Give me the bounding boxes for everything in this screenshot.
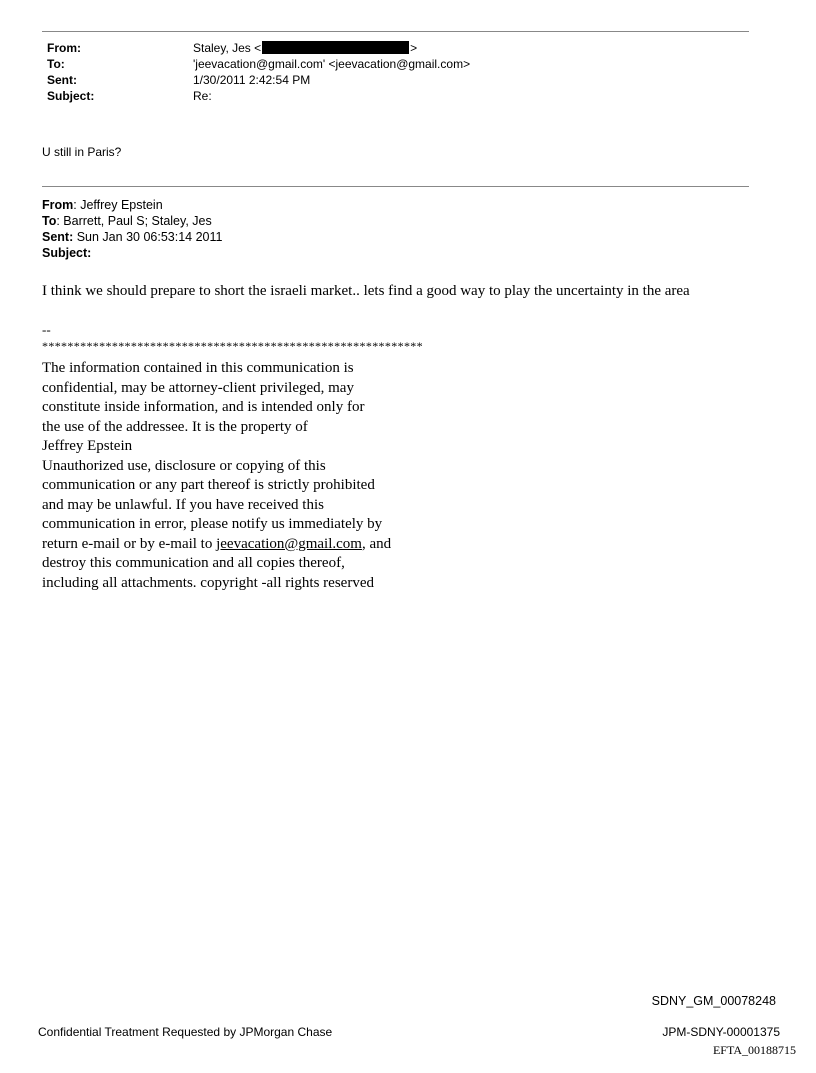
disclaimer-line: Unauthorized use, disclosure or copying of this [42,457,326,474]
asterisk-divider: ************************************************************ [42,339,423,353]
to-value: 'jeevacation@gmail.com' <jeevacation@gmail.com> [193,57,471,71]
to-row [47,56,470,72]
from-value [193,40,417,56]
quoted-from-value: : Jeffrey Epstein [73,198,163,212]
email-header [47,40,470,104]
quoted-subject-label: Subject: [42,246,92,260]
disclaimer-line: destroy this communication and all copies thereof, [42,555,345,571]
quoted-from [42,197,222,213]
sent-value: 1/30/2011 2:42:54 PM [193,73,311,87]
bates-number-efta: EFTA_00188715 [712,1043,796,1057]
sent-label: Sent: [47,73,77,87]
confidential-footer: Confidential Treatment Requested by JPMorgan Chase [38,1025,333,1039]
disclaimer-text: return e-mail or by e-mail to [42,535,217,552]
quoted-subject [42,245,222,261]
bates-number-jpm: JPM-SDNY-00001375 [662,1025,780,1039]
disclaimer-line: and may be unlawful. If you have received this [42,496,324,513]
from-name: Staley, Jes < [193,41,262,55]
disclaimer-line: constitute inside information, and is intended only for [42,399,365,415]
subject-label: Subject: [47,89,95,103]
disclaimer [42,359,391,593]
quoted-to-value: : Barrett, Paul S; Staley, Jes [56,214,212,228]
quoted-sent-label: Sent: [42,230,74,244]
quoted-to-label: To [42,214,57,228]
from-label: From: [47,41,81,55]
quoted-header [42,197,222,261]
to-label: To: [47,57,65,71]
disclaimer-line: including all attachments. copyright -all rights reserved [42,574,374,591]
quote-divider [42,186,749,187]
quoted-message: I think we should prepare to short the israeli market.. lets find a good way to play the uncertainty in the area [42,283,690,299]
reply-body: U still in Paris? [42,145,122,159]
quoted-from-label: From [42,198,74,212]
disclaimer-line [42,535,391,555]
disclaimer-line: communication or any part thereof is strictly prohibited [42,477,375,493]
subject-value: Re: [193,89,212,103]
disclaimer-text: , and [361,535,392,552]
disclaimer-line: the use of the addressee. It is the property of [42,418,308,435]
top-divider [42,31,749,32]
quoted-to [42,213,222,229]
disclaimer-line: The information contained in this communication is [42,360,354,376]
disclaimer-line: communication in error, please notify us immediately by [42,516,383,532]
quoted-sent [42,229,222,245]
subject-row [47,88,470,104]
email-link[interactable]: jeevacation@gmail.com [216,535,362,552]
disclaimer-line: Jeffrey Epstein [42,438,133,454]
from-row [47,40,470,56]
quoted-sent-value: Sun Jan 30 06:53:14 2011 [73,230,223,244]
redaction-box [262,41,409,54]
sent-row [47,72,470,88]
disclaimer-line: confidential, may be attorney-client privileged, may [42,379,354,396]
signature-dash: -- [42,322,51,337]
bates-number-sdny-gm: SDNY_GM_00078248 [651,994,776,1008]
from-close: > [410,41,418,55]
